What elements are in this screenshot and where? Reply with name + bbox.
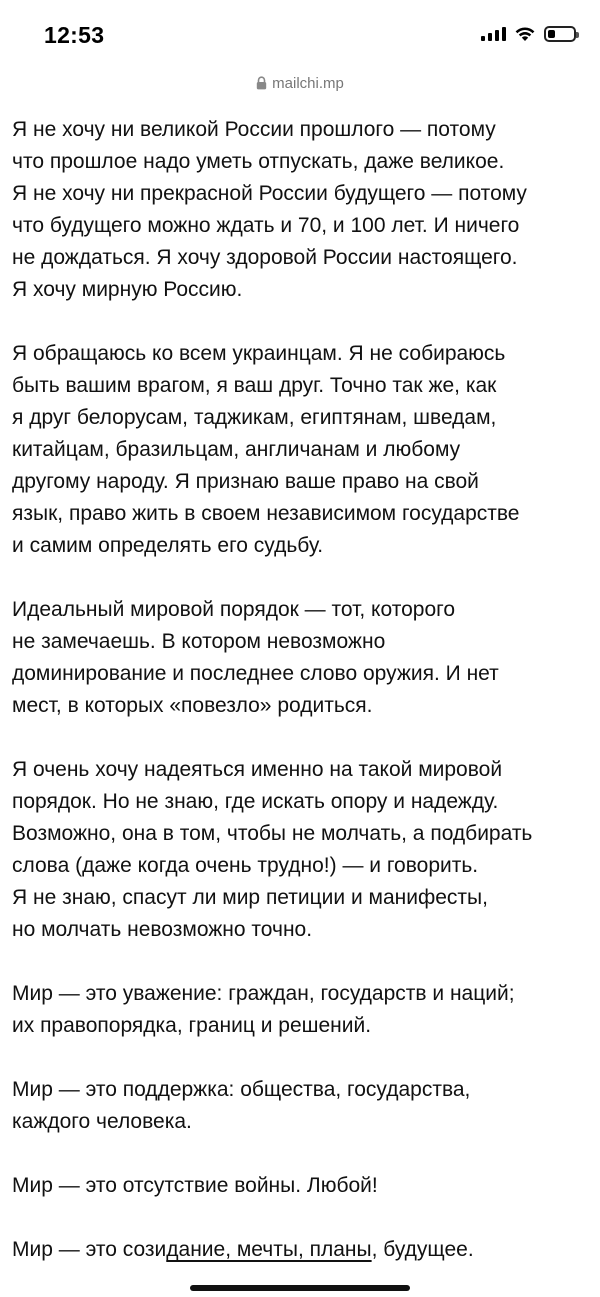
text-line: Я очень хочу надеяться именно на такой мировой: [12, 758, 503, 781]
article-paragraph: [12, 114, 592, 306]
text-line: мест, в которых «повезло» родиться.: [12, 694, 373, 717]
text-line: [12, 1234, 592, 1266]
signal-icon: [481, 27, 506, 41]
text-fragment: , будущее.: [371, 1238, 474, 1261]
address-bar[interactable]: [0, 70, 600, 96]
article-paragraph: [12, 594, 592, 722]
article-paragraph: [12, 1074, 592, 1138]
text-line: Я не хочу ни прекрасной России будущего — потому: [12, 182, 527, 205]
text-line: что будущего можно ждать и 70, и 100 лет. И ничего: [12, 214, 520, 237]
text-line: Я хочу мирную Россию.: [12, 278, 243, 301]
status-time: 12:53: [44, 22, 105, 48]
text-line: китайцам, бразильцам, англичанам и любому: [12, 438, 461, 461]
text-line: их правопорядка, границ и решений.: [12, 1014, 372, 1037]
text-line: Мир — это уважение: граждан, государств и наций;: [12, 982, 515, 1005]
text-line: быть вашим врагом, я ваш друг. Точно так же, как: [12, 374, 497, 397]
battery-icon: [544, 26, 576, 42]
text-line: другому народу. Я признаю ваше право на свой: [12, 470, 479, 493]
text-line: Идеальный мировой порядок — тот, которого: [12, 598, 455, 621]
text-line: Мир — это поддержка: общества, государства,: [12, 1078, 471, 1101]
article-body: [12, 114, 592, 1297]
text-line: не замечаешь. В котором невозможно: [12, 630, 386, 653]
status-icons: [481, 26, 576, 42]
lock-icon: [256, 76, 267, 90]
article-paragraph: [12, 1170, 592, 1202]
wifi-icon: [514, 26, 536, 42]
article-paragraph: [12, 978, 592, 1042]
text-line: не дождаться. Я хочу здоровой России настоящего.: [12, 246, 518, 269]
article-paragraph: [12, 338, 592, 562]
battery-level: [548, 30, 555, 38]
battery-cap: [576, 32, 579, 38]
underlined-text: дание, мечты, планы: [166, 1238, 372, 1261]
text-line: я друг белорусам, таджикам, египтянам, шведам,: [12, 406, 497, 429]
text-line: что прошлое надо уметь отпускать, даже великое.: [12, 150, 505, 173]
text-line: но молчать невозможно точно.: [12, 918, 313, 941]
url-text: mailchi.mp: [272, 74, 344, 92]
text-fragment: Мир — это сози: [12, 1238, 167, 1261]
text-line: порядок. Но не знаю, где искать опору и надежду.: [12, 790, 499, 813]
text-line: слова (даже когда очень трудно!) — и говорить.: [12, 854, 479, 877]
text-line: Я не хочу ни великой России прошлого — потому: [12, 118, 496, 141]
status-bar: [0, 0, 600, 64]
text-line: и самим определять его судьбу.: [12, 534, 324, 557]
text-line: каждого человека.: [12, 1110, 192, 1133]
text-line: Я обращаюсь ко всем украинцам. Я не собираюсь: [12, 342, 506, 365]
text-line: Мир — это отсутствие войны. Любой!: [12, 1174, 378, 1197]
text-line: язык, право жить в своем независимом государстве: [12, 502, 520, 525]
text-line: доминирование и последнее слово оружия. И нет: [12, 662, 499, 685]
article-paragraph-last: [12, 1234, 592, 1266]
text-line: Возможно, она в том, чтобы не молчать, а подбирать: [12, 822, 533, 845]
article-paragraph: [12, 754, 592, 946]
home-indicator[interactable]: [190, 1285, 410, 1291]
text-line: Я не знаю, спасут ли мир петиции и манифесты,: [12, 886, 488, 909]
